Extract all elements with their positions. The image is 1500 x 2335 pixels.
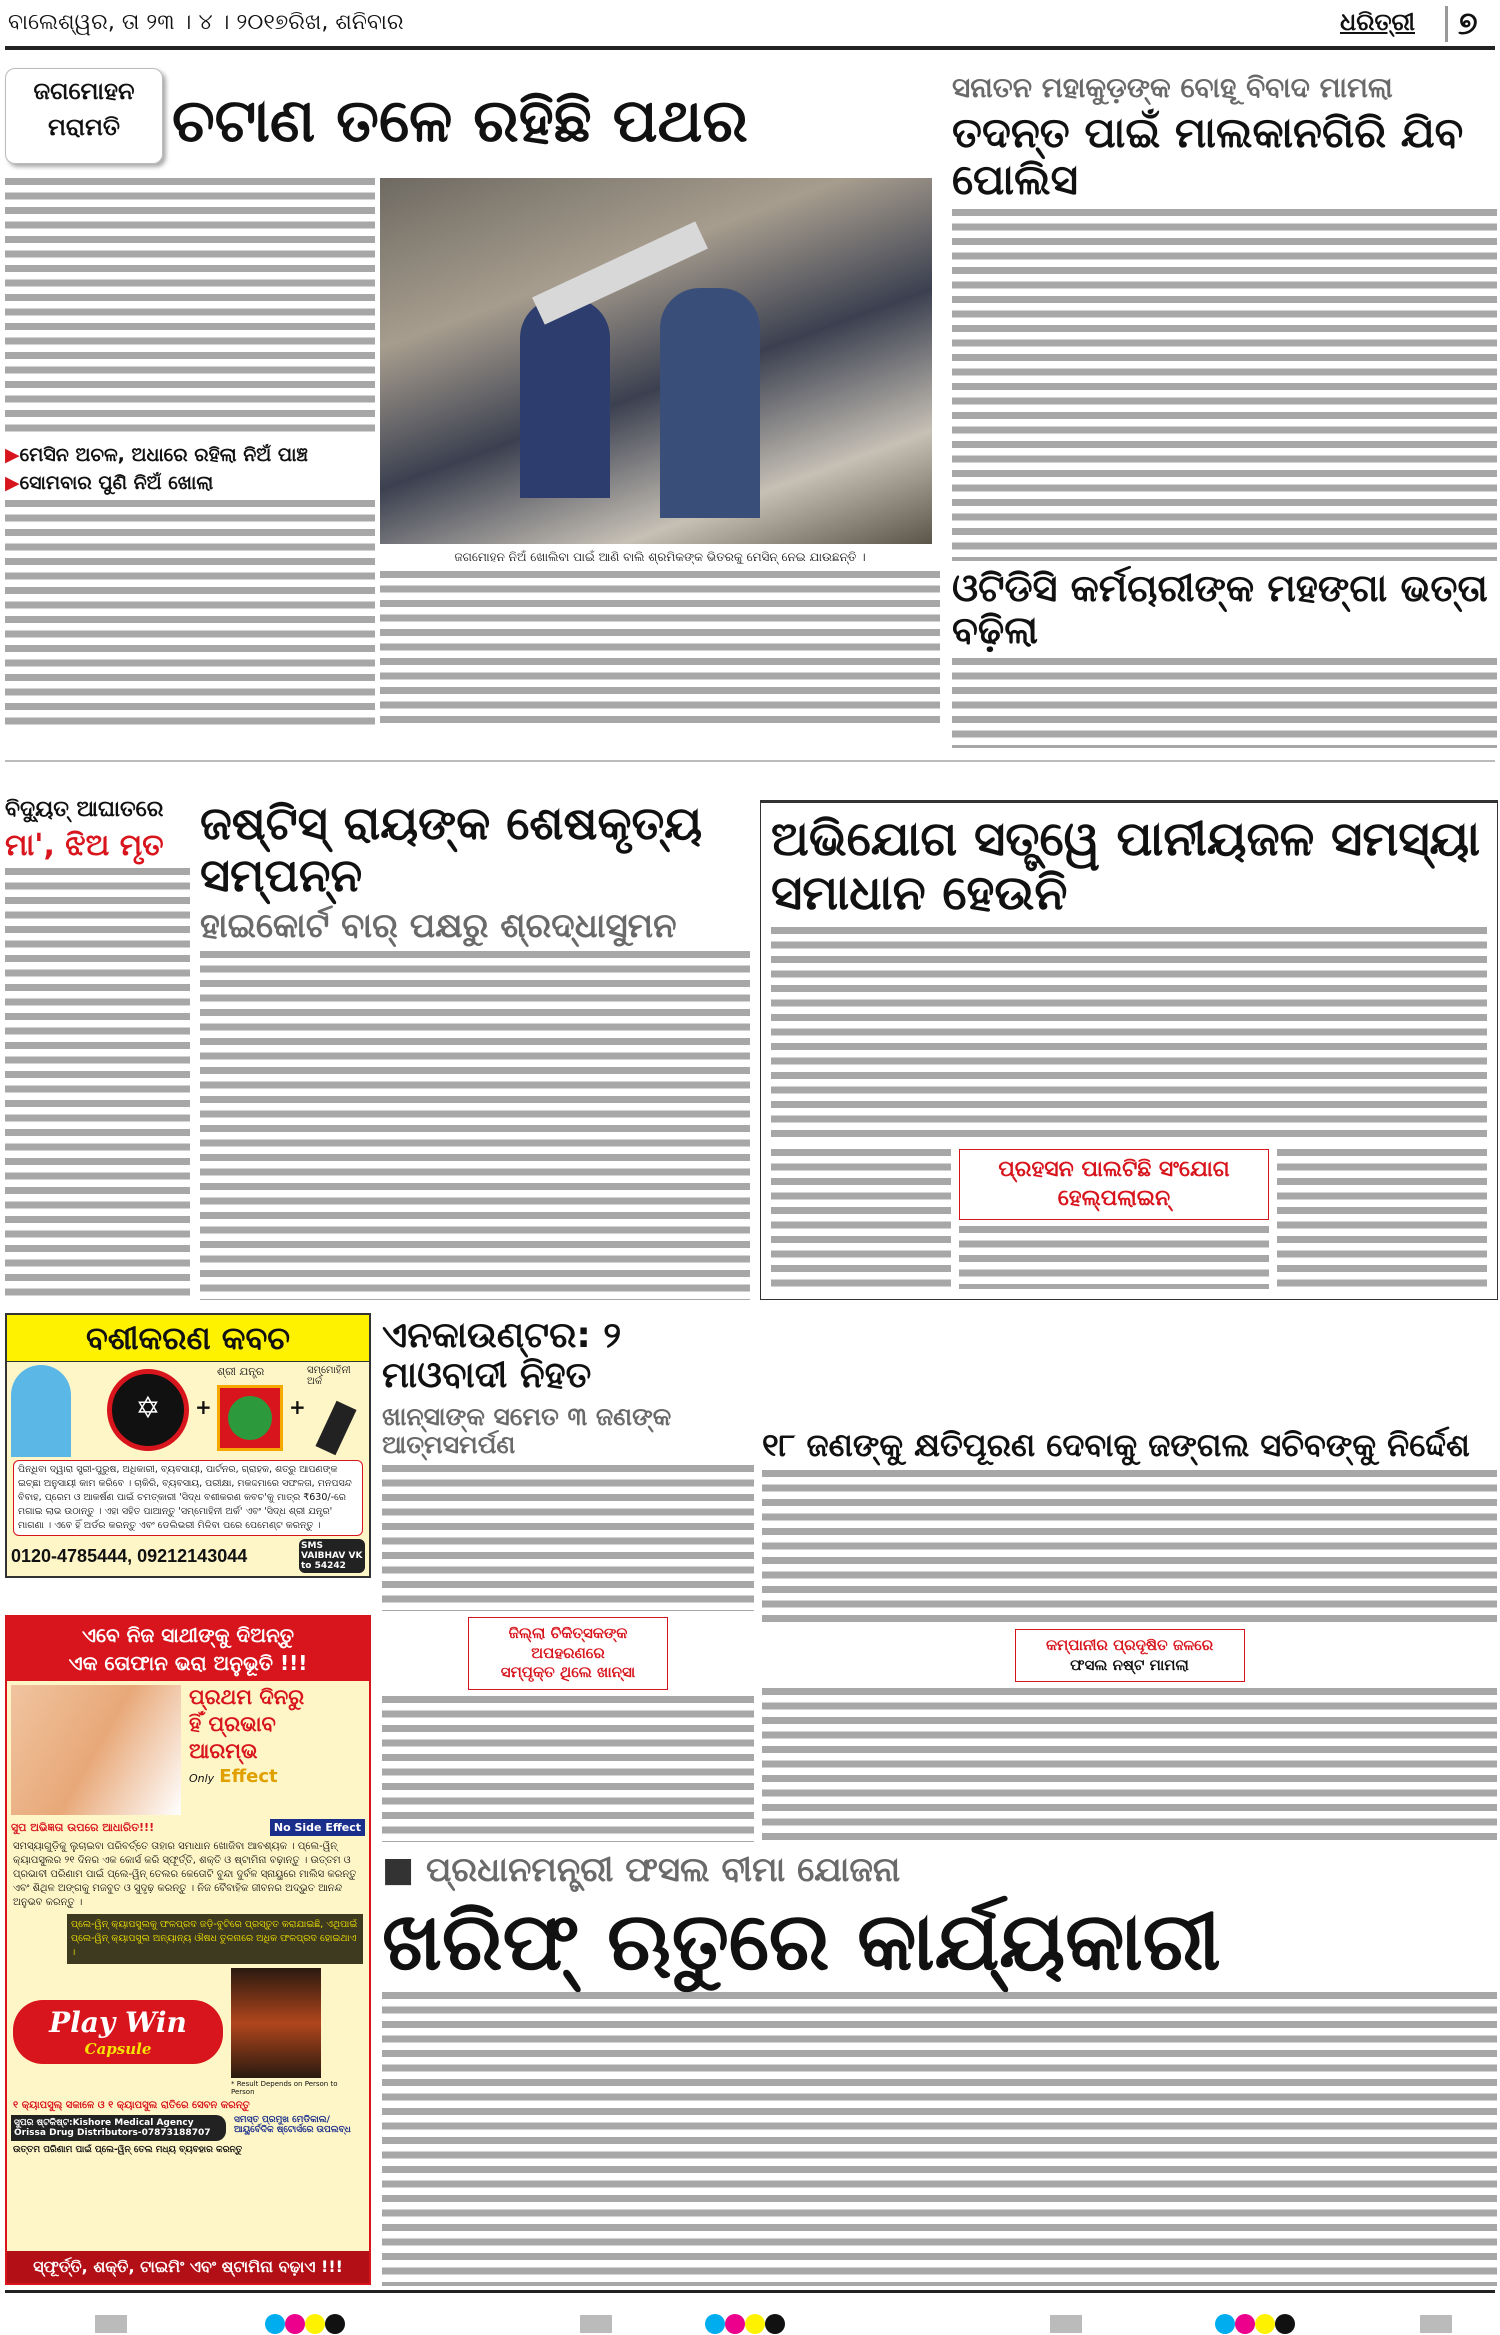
- story-label: [5, 68, 163, 164]
- label-arka: ସମ୍ମୋହିନୀ ଅର୍କ: [307, 1365, 351, 1387]
- article-body: [771, 1149, 951, 1289]
- product-column: [231, 1968, 361, 2096]
- story7-column: [382, 1316, 754, 1842]
- article-body: [1277, 1149, 1487, 1289]
- article-body: [959, 1226, 1269, 1289]
- black-mark: [1275, 2314, 1295, 2334]
- arka-bottle-icon: [315, 1401, 356, 1456]
- triangle-bullet-icon: ▶: [5, 472, 20, 494]
- inset-headline: [1015, 1629, 1245, 1682]
- headline: ମା', ଝିଅ ମୃତ: [5, 827, 164, 863]
- divider: [1445, 6, 1448, 42]
- ad-callout: ପ୍ଲେ-ୱିନ୍ କ୍ୟାପସୁଲକୁ ଫଳପ୍ରଦ ଜଡ଼ି-ବୁଟିରେ ପ୍ରସ୍ତୁତ କରାଯାଇଛି, ଏଥିପାଇଁ ପ୍ଲେ-ୱିନ୍ କ୍ୟାପସୁଲ ଅନ୍ୟାନ୍ୟ ଔଷଧ ତୁଳନାରେ ଅଧିକ ଫଳପ୍ରଦ ହୋଇଥାଏ ।: [67, 1914, 363, 1964]
- magenta-mark: [285, 2314, 305, 2334]
- headline: ଚଟାଣ ତଳେ ରହିଛି ପଥର: [172, 86, 748, 157]
- yellow-mark: [305, 2314, 325, 2334]
- ad-tags: [189, 1685, 304, 1815]
- article-body: [952, 209, 1497, 560]
- headline: ଅଭିଯୋଗ ସତ୍ତ୍ୱେ ପାନୀୟଜଳ ସମସ୍ୟା ସମାଧାନ ହେଉନି: [771, 811, 1481, 921]
- cyan-mark: [265, 2314, 285, 2334]
- story5-column: [200, 798, 750, 1300]
- ad-contact-row: [7, 1539, 369, 1573]
- boxed-story: [760, 800, 1498, 1300]
- woman-image: [11, 1365, 71, 1457]
- kavach-amulet-icon: ✡: [107, 1369, 189, 1451]
- ad-title: ବଶୀକରଣ କବଚ: [7, 1315, 369, 1362]
- yellow-mark: [1255, 2314, 1275, 2334]
- ad-products: [7, 1365, 369, 1457]
- headline: ତଦନ୍ତ ପାଇଁ ମାଲକାନଗିରି ଯିବ ପୋଲିସ: [952, 108, 1464, 205]
- kicker: [382, 1850, 1497, 1891]
- ad-dosage: ୧ କ୍ୟାପସୁଲ୍ ସକାଳେ ଓ ୧ କ୍ୟାପସୁଲ ରାତିରେ ସେବନ କରନ୍ତୁ: [13, 2100, 250, 2111]
- headline: ଏନକାଉଣ୍ଟର: ୨ ମାଓବାଦୀ ନିହତ: [382, 1315, 622, 1397]
- subhead-text: ମେସିନ ଅଚଳ, ଅଧାରେ ରହିଲା ନିଅଁ ପାଞ୍ଚ: [19, 444, 308, 466]
- subhead: ହାଇକୋର୍ଟ ବାର୍ ପକ୍ଷରୁ ଶ୍ରଦ୍ଧାସୁମନ: [200, 906, 677, 947]
- headline-area: [172, 72, 940, 172]
- story4-column: [5, 798, 190, 1300]
- registration-mark: [580, 2315, 612, 2333]
- couple-image: [11, 1685, 181, 1815]
- headline: ଖରିଫ୍ ଋତୁରେ କାର୍ଯ୍ୟକାରୀ: [382, 1894, 1221, 1988]
- subhead-text: ସୋମବାର ପୁଣି ନିଅଁ ଖୋଲା: [19, 472, 214, 494]
- inset-headline: [468, 1617, 668, 1690]
- label-yantra: ଶ୍ରୀ ଯନ୍ତ୍ର: [217, 1365, 265, 1378]
- article-body: [952, 658, 1497, 748]
- ad-footer: ସ୍ଫୂର୍ତ୍ତି, ଶକ୍ତି, ଟାଇମିଂ ଏବଂ ଷ୍ଟାମିନା ବଢ଼ାଏ !!!: [7, 2251, 369, 2283]
- article-body: [5, 178, 375, 438]
- kicker: ସନାତନ ମହାକୁଡ଼ଙ୍କ ବୋହୂ ବିବାଦ ମାମଲା: [952, 71, 1393, 104]
- inset-line: କମ୍ପାନୀର ପ୍ରଦୂଷିତ ଜଳରେ: [1045, 1636, 1214, 1655]
- shri-yantra-icon: [217, 1385, 283, 1451]
- ad-sms: SMS VAIBHAV VK to 54242: [299, 1539, 365, 1573]
- inset-column: [959, 1149, 1269, 1289]
- ad-hero: [7, 1685, 369, 1815]
- black-mark: [325, 2314, 345, 2334]
- cyan-mark: [1215, 2314, 1235, 2334]
- registration-mark: [1050, 2315, 1082, 2333]
- story2-column: [952, 72, 1497, 748]
- stockist-box: [11, 2115, 226, 2141]
- news-photo: [380, 178, 932, 544]
- page-number: ୭: [1458, 4, 1478, 42]
- plus-icon: +: [289, 1395, 306, 1419]
- subhead: [5, 444, 375, 466]
- subhead: [5, 472, 375, 494]
- article-body: [382, 1696, 754, 1842]
- triangle-bullet-icon: ▶: [5, 444, 20, 466]
- ad-tag2: ହିଁ ପ୍ରଭାବ: [189, 1712, 276, 1736]
- ad-title-line2: ଏକ ତୋଫାନ ଭରା ଅନୁଭୂତି !!!: [68, 1651, 308, 1675]
- ad-disclaimer: * Result Depends on Person to Person: [231, 2080, 338, 2096]
- header-rule: [5, 46, 1495, 50]
- inset-headline: ପ୍ରହସନ ପାଲଟିଛି ସଂଯୋଗ ହେଲ୍ପଲାଇନ୍: [959, 1149, 1269, 1220]
- ad-brand-row: [7, 1968, 369, 2096]
- article-body: [380, 571, 940, 725]
- stockist-line: Orissa Drug Distributors-07873188707: [14, 2128, 211, 2138]
- ad-tag1: ପ୍ରଥମ ଦିନରୁ: [189, 1685, 305, 1709]
- kicker-text: ପ୍ରଧାନମନ୍ତ୍ରୀ ଫସଲ ବୀମା ଯୋଜନା: [425, 1850, 901, 1890]
- ad-phones: 0120-4785444, 09212143044: [11, 1545, 248, 1566]
- masthead: ଧରିତ୍ରୀ: [1340, 8, 1415, 36]
- article-body: [382, 1992, 1497, 2286]
- magenta-mark: [1235, 2314, 1255, 2334]
- black-mark: [765, 2314, 785, 2334]
- ad-title: [7, 1617, 369, 1681]
- story9-column: [382, 1850, 1497, 2286]
- ad-strip-left: ସୁପ ଅଭିଜ୍ଞତା ଉପରେ ଆଧାରିତ!!!: [11, 1820, 155, 1834]
- ad-brand-logo: [13, 2000, 223, 2064]
- story8-column: [762, 1316, 1497, 1842]
- ad-tag3: ଆରମ୍ଭ: [189, 1739, 258, 1763]
- registration-mark: [95, 2315, 127, 2333]
- brand-sub: Capsule: [84, 2040, 152, 2058]
- advertisement-vashikaran[interactable]: [5, 1313, 371, 1578]
- ad-availability: ସମସ୍ତ ପ୍ରମୁଖ ମେଡିକାଲ/ ଆୟୁର୍ବେଦିକ ଷ୍ଟୋର୍ସରେ ଉପଲବ୍ଧ: [234, 2115, 351, 2135]
- headline: ଓଟିଡିସି କର୍ମଚାରୀଙ୍କ ମହଙ୍ଗା ଭତ୍ତା ବଢ଼ିଲା: [952, 565, 1488, 653]
- article-body: [762, 1688, 1497, 1842]
- plus-icon: +: [195, 1395, 212, 1419]
- dateline: ବାଲେଶ୍ୱର, ତା ୨୩ । ୪ । ୨୦୧୭ରିଖ, ଶନିବାର: [8, 10, 404, 35]
- photo-caption: ଜଗମୋହନ ନିଅଁ ଖୋଲିବା ପାଇଁ ଆଣି ବାଲି ଶ୍ରମିକଙ୍କ ଭିତରକୁ ମେସିନ୍ ନେଇ ଯାଉଛନ୍ତି ।: [454, 550, 866, 564]
- kicker: ବିଦ୍ୟୁତ୍ ଆଘାତରେ: [5, 797, 164, 822]
- label-line2: ମରାମତି: [47, 113, 121, 141]
- story1-left-column: [5, 178, 375, 725]
- product-box-image: [231, 1968, 321, 2078]
- ad-strip: [7, 1819, 369, 1836]
- cyan-mark: [705, 2314, 725, 2334]
- registration-mark: [1420, 2315, 1452, 2333]
- ad-effect: Effect: [219, 1766, 278, 1787]
- stockist-line: ସୁପର ଷ୍ଟକିଷ୍ଟ:Kishore Medical Agency: [14, 2118, 194, 2128]
- ad-strip-right: No Side Effect: [270, 1819, 365, 1836]
- ad-title-line1: ଏବେ ନିଜ ସାଥୀଙ୍କୁ ଦିଅନ୍ତୁ: [81, 1623, 295, 1647]
- inset-row: [771, 1149, 1487, 1289]
- ad-oil-note: ଉତ୍ତମ ପରିଣାମ ପାଇଁ ପ୍ଲେ-ୱିନ୍ ତେଲ ମଧ୍ୟ ବ୍ୟବହାର କରନ୍ତୁ: [13, 2145, 243, 2155]
- article-body: [5, 500, 375, 725]
- ad-only: Only: [189, 1772, 215, 1785]
- article-body: [762, 1470, 1497, 1624]
- ad-body: ସମସ୍ୟାଗୁଡ଼ିକୁ ଲୁଚାଇବା ପରିବର୍ତ୍ତେ ତାହାର ସମାଧାନ ଖୋଜିବା ଆବଶ୍ୟକ । ପ୍ଲେ-ୱିନ୍ କ୍ୟାପସୁଲର ୨୧ ଦିନର ଏକ କୋର୍ସ କରି ସ୍ଫୂର୍ତ୍ତି, ଶକ୍ତି ଓ ଷ୍ଟାମିନା ବଢ଼ାନ୍ତୁ । ଉତ୍ତମ ଓ ପ୍ରଭାବୀ ପରିଣାମ ପାଇଁ ପ୍ଲେ-ୱିନ୍ ତେଲର କେତୋଟି ବୁନ୍ଦା ଦୁର୍ବଳ ସ୍ନାୟୁରେ ମାଲିସ କରନ୍ତୁ ଏବଂ ଶିଥିଳ ଅଙ୍ଗକୁ ମଜବୁତ ଓ ସୁଦୃଢ଼ କରନ୍ତୁ । ନିଜ ବୈବାହିକ ଜୀବନର ଅଦ୍ଭୁତ ଆନନ୍ଦ ଅନୁଭବ କରନ୍ତୁ ।: [13, 1841, 357, 1908]
- advertisement-playwin[interactable]: [5, 1615, 371, 2285]
- inset-line: ସମ୍ପୃକ୍ତ ଥିଲେ ଖାନ୍ସା: [500, 1663, 636, 1682]
- subhead: ଖାନ୍ସାଙ୍କ ସମେତ ୩ ଜଣଙ୍କ ଆତ୍ମସମର୍ପଣ: [382, 1401, 672, 1459]
- article-body: [771, 927, 1487, 1144]
- headline: ୧୮ ଜଣଙ୍କୁ କ୍ଷତିପୂରଣ ଦେବାକୁ ଜଙ୍ଗଲ ସଚିବଙ୍କୁ ନିର୍ଦ୍ଦେଶ: [762, 1426, 1470, 1464]
- headline: ଜଷ୍ଟିସ୍ ରାୟଙ୍କ ଶେଷକୃତ୍ୟ ସମ୍ପନ୍ନ: [200, 796, 703, 902]
- yellow-mark: [745, 2314, 765, 2334]
- story1-right-column: [380, 178, 940, 725]
- label-line1: ଜଗମୋହନ: [33, 77, 135, 105]
- footer-rule: [5, 2290, 1495, 2293]
- ad-body: ପିନ୍ଧିବା ଦ୍ୱାରା ସ୍ତ୍ରୀ-ପୁରୁଷ, ଅଧିକାରୀ, ବ୍ୟବସାୟୀ, ପାର୍ଟନର, ଗ୍ରାହକ, ଶତ୍ରୁ ଆପଣଙ୍କ ଇଚ୍ଛା ଅନୁସାୟୀ କାମ କରିବେ । ଚାକିରି, ବ୍ୟବସାୟ, ପରୀକ୍ଷା, ମକଦ୍ଦମାରେ ସଫଳତା, ମନପସନ୍ଦ ବିବାହ, ପ୍ରେମ ଓ ଆକର୍ଷଣ ପାଇଁ ଚମତ୍କାରୀ 'ସିଦ୍ଧ ବଶୀକରଣ କବଚ'କୁ ମାତ୍ର ₹630/-ରେ ମଗାଇ ଲାଭ ଉଠାନ୍ତୁ । ଏହା ସହିତ ପାଆନ୍ତୁ 'ସମ୍ମୋହିନୀ ଅର୍କ' ଏବଂ 'ସିଦ୍ଧ ଶ୍ରୀ ଯନ୍ତ୍ର' ମାଗଣା । ଏବେ ହିଁ ଅର୍ଡର କରନ୍ତୁ ଏବଂ ଡେଲିଭରୀ ମିଳିବା ପରେ ପେମେଣ୍ଟ କରନ୍ତୁ ।: [13, 1460, 363, 1536]
- square-bullet-icon: ■: [382, 1850, 426, 1890]
- ad-stockist-row: [7, 2115, 369, 2141]
- inset-line: ଜିଲ୍ଲା ଚିକିତ୍ସକଙ୍କ ଅପହରଣରେ: [508, 1624, 628, 1662]
- article-body: [200, 951, 750, 1300]
- article-body: [5, 868, 190, 1300]
- inset-line: ଫସଲ ନଷ୍ଟ ମାମଲା: [1070, 1655, 1189, 1674]
- article-body: [382, 1465, 754, 1611]
- brand-name: Play Win: [49, 2006, 187, 2039]
- divider: [5, 760, 1495, 762]
- magenta-mark: [725, 2314, 745, 2334]
